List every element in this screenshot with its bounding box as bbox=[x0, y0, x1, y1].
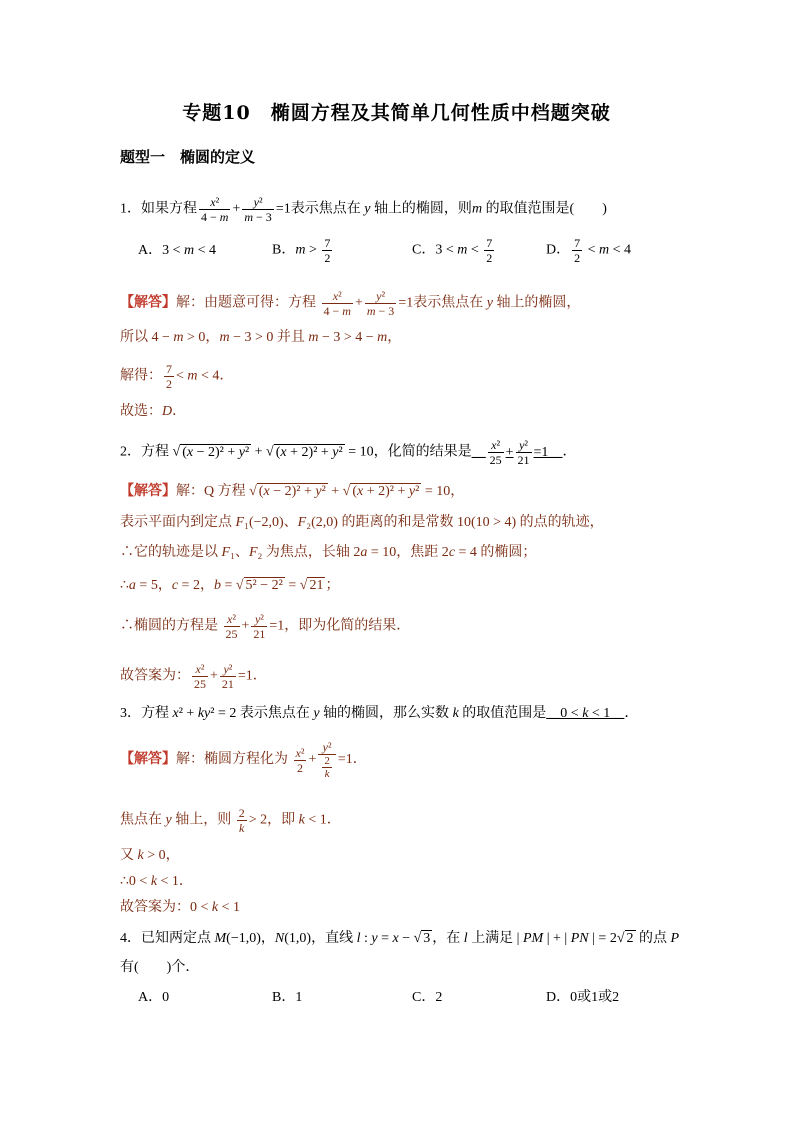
q2-solution-line-4: ∴a = 5，c = 2，b = √ 5² − 2² = √ 21 ； bbox=[120, 578, 340, 593]
q1-option-d: D． $\frac{7}{2}$ < m < 4 bbox=[546, 236, 632, 265]
q4-stem-line-1: 4．已知两定点 M(−1,0)，N(1,0)，直线 l : y = x − √ 3 ，在 l 上满足 | PM | + | PN | = 2√ 2 的点 P bbox=[120, 931, 680, 946]
fraction: $\frac{\text{y²}}{m - 3}$ bbox=[244, 195, 272, 224]
q3-solution-line-1: 【解答】解：椭圆方程化为 $\frac{\text{x²}}{2}$ + $\frac{\text{y²}}{\frac{2}{k}}$ =1． bbox=[120, 740, 367, 780]
q3-solution-line-5: 故答案为：0 < k < 1 bbox=[120, 900, 241, 915]
q4-option-a: A．0 bbox=[138, 990, 170, 1005]
q2-stem: 2．方程 √ (x − 2)² + y² + √ (x + 2)² + y² = 10，化简的结果是__ $\frac{\text{x²}}{25}$ + $\frac{\text{y²}}{21}$ =1__． bbox=[120, 438, 577, 467]
q1-stem: 1．如果方程 $\frac{\text{x²}}{4 - m}$ + $\frac{\text{y²}}{m - 3}$ =1表示焦点在 y 轴上的椭圆，则m 的取值范围是( ) bbox=[120, 195, 607, 224]
fraction: $\frac{\text{x²}}{4 - m}$ bbox=[201, 195, 229, 224]
q4-option-c: C．2 bbox=[412, 990, 443, 1005]
q3-solution-line-2: 焦点在 y 轴上，则 $\frac{2}{k}$ > 2，即 k < 1． bbox=[120, 806, 341, 835]
q1-solution-line-3: 解得： $\frac{7}{2}$ < m < 4． bbox=[120, 362, 234, 391]
q4-option-b: B．1 bbox=[272, 990, 303, 1005]
q2-solution-line-3: ∴它的轨迹是以 F₁、F₂ 为焦点，长轴 2a = 10，焦距 2c = 4 的椭圆； bbox=[120, 545, 537, 560]
q3-solution-line-3: 又 k > 0， bbox=[120, 848, 180, 863]
q4-option-d: D．0或1或2 bbox=[546, 990, 620, 1005]
q1-solution-line-2: 所以 4 − m > 0，m − 3 > 0 并且 m − 3 > 4 − m， bbox=[120, 330, 402, 345]
q1-option-c: C．3 < m < $\frac{7}{2}$ bbox=[412, 236, 493, 265]
q4-stem-line-2: 有( )个． bbox=[120, 960, 200, 975]
q3-solution-line-4: ∴0 < k < 1． bbox=[120, 874, 193, 889]
q2-solution-line-2: 表示平面内到定点 F₁(−2,0)、F₂(2,0) 的距离的和是常数 10(10 > 4) 的点的轨迹， bbox=[120, 515, 604, 530]
page-title: 专题10 椭圆方程及其简单几何性质中档题突破 bbox=[182, 102, 611, 124]
q1-solution-line-4: 故选：D． bbox=[120, 404, 187, 419]
q1-solution-line-1: 【解答】解：由题意可得：方程 $\frac{\text{x²}}{4 - m}$ + $\frac{\text{y²}}{m - 3}$ =1表示焦点在 y 轴上的椭圆， bbox=[120, 289, 581, 318]
q3-stem: 3．方程 x² + ky² = 2 表示焦点在 y 轴的椭圆，那么实数 k 的取值范围是__0 < k < 1__． bbox=[120, 706, 639, 721]
section-heading: 题型一 椭圆的定义 bbox=[120, 148, 256, 166]
q2-solution-line-5: ∴椭圆的方程是 $\frac{\text{x²}}{25}$ + $\frac{\text{y²}}{21}$ =1，即为化简的结果． bbox=[120, 612, 411, 641]
q1-option-a: A．3 < m < 4 bbox=[138, 243, 217, 258]
q2-solution-line-6: 故答案为： $\frac{\text{x²}}{25}$ + $\frac{\text{y²}}{21}$ =1． bbox=[120, 662, 267, 691]
q1-option-b: B．m > $\frac{7}{2}$ bbox=[272, 236, 331, 265]
q2-solution-line-1: 【解答】解：Q 方程 √ (x − 2)² + y² + √ (x + 2)² + y² = 10， bbox=[120, 484, 465, 499]
